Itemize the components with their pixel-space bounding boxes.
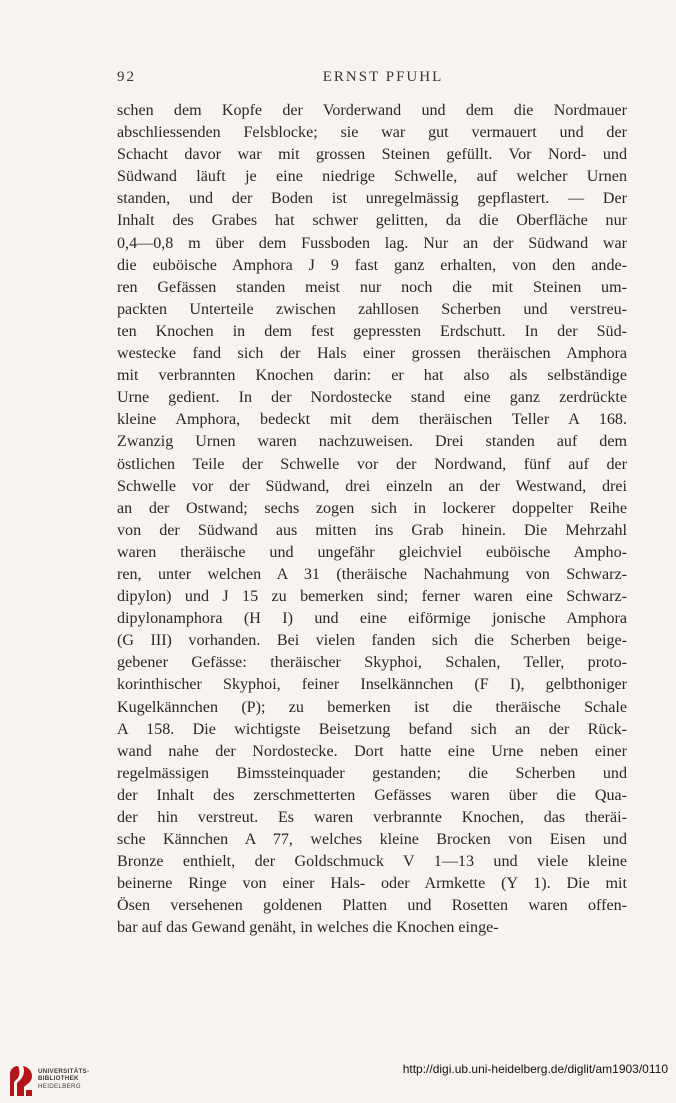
library-logo <box>8 1064 88 1100</box>
text-line: Ösen versehenen goldenen Platten und Rosetten waren offen- <box>117 897 627 915</box>
text-line: der hin verstreut. Es waren verbrannte Knochen, das theräi- <box>117 809 627 826</box>
text-line: (G III) vorhanden. Bei vielen fanden sich die Scherben beige- <box>117 632 627 650</box>
text-line: Zwanzig Urnen waren nachzuweisen. Drei standen auf dem <box>117 433 627 451</box>
text-line: beinerne Ringe von einer Hals- oder Armkette (Y 1). Die mit <box>117 875 627 893</box>
text-line: ren Gefässen standen meist nur noch die mit Steinen um- <box>117 278 627 296</box>
logo-line-2: BIBLIOTHEK <box>38 1075 79 1083</box>
page-number: 92 <box>117 69 136 85</box>
text-line: der Inhalt des zerschmetterten Gefässes waren über die Qua- <box>117 786 627 804</box>
text-line: Kugelkännchen (P); zu bemerken ist die theräische Schale <box>117 698 627 716</box>
text-line: Bronze enthielt, der Goldschmuck V 1—13 und viele kleine <box>117 853 627 871</box>
text-line: dipylon) und J 15 zu bemerken sind; ferner waren eine Schwarz- <box>117 588 627 606</box>
library-logo-icon <box>8 1064 34 1098</box>
text-line: Schacht davor war mit grossen Steinen gefüllt. Vor Nord- und <box>117 146 627 164</box>
text-line: waren theräische und ungefähr gleichviel euböische Ampho- <box>117 543 627 561</box>
text-line: schen dem Kopfe der Vorderwand und dem die Nordmauer <box>117 102 627 119</box>
text-line: ren, unter welchen A 31 (theräische Nachahmung von Schwarz- <box>117 565 627 583</box>
text-line: ten Knochen in dem fest gepressten Erdschutt. In der Süd- <box>117 322 627 340</box>
text-line: packten Unterteile zwischen zahllosen Scherben und verstreu- <box>117 300 627 318</box>
logo-line-1: UNIVERSITÄTS- <box>38 1068 90 1075</box>
text-line: mit verbrannten Knochen darin: er hat also als selbständige <box>117 367 627 385</box>
text-line: regelmässigen Bimssteinquader gestanden; die Scherben und <box>117 764 627 782</box>
text-line: gebener Gefässe: theräischer Skyphoi, Schalen, Teller, proto- <box>117 654 627 672</box>
text-line: Urne gedient. In der Nordostecke stand eine ganz zerdrückte <box>117 389 627 407</box>
text-line: Südwand läuft je eine niedrige Schwelle, auf welcher Urnen <box>117 168 627 186</box>
text-line: bar auf das Gewand genäht, in welches die Knochen einge- <box>117 919 499 937</box>
source-url[interactable]: http://digi.ub.uni-heidelberg.de/diglit/am1903/0110 <box>402 1062 668 1076</box>
text-line: kleine Amphora, bedeckt mit dem theräischen Teller A 168. <box>117 411 627 429</box>
text-line: A 158. Die wichtigste Beisetzung befand sich an der Rück- <box>117 720 627 738</box>
text-line: westecke fand sich der Hals einer grossen theräischen Amphora <box>117 345 627 363</box>
text-line: 0,4—0,8 m über dem Fussboden lag. Nur an der Südwand war <box>117 234 627 252</box>
text-line: abschliessenden Felsblocke; sie war gut vermauert und der <box>117 124 627 142</box>
body-text <box>117 100 627 940</box>
text-line: die euböische Amphora J 9 fast ganz erhalten, von den ande- <box>117 256 627 274</box>
running-head: ERNST PFUHL <box>322 69 444 85</box>
text-line: Schwelle vor der Südwand, drei einzeln an der Westwand, drei <box>117 477 627 495</box>
text-line: Inhalt des Grabes hat schwer gelitten, da die Oberfläche nur <box>117 212 627 230</box>
logo-line-3: HEIDELBERG <box>38 1082 81 1090</box>
text-line: an der Ostwand; sechs zogen sich in lockerer doppelter Reihe <box>117 499 627 517</box>
text-line: wand nahe der Nordostecke. Dort hatte eine Urne neben einer <box>117 742 627 760</box>
page-header <box>117 69 625 91</box>
text-line: standen, und der Boden ist unregelmässig gepflastert. — Der <box>117 190 627 208</box>
page-footer <box>0 1050 676 1103</box>
text-line: sche Kännchen A 77, welches kleine Brocken von Eisen und <box>117 831 627 849</box>
library-logo-text <box>38 1068 89 1090</box>
text-line: östlichen Teile der Schwelle vor der Nordwand, fünf auf der <box>117 455 627 473</box>
text-line: korinthischer Skyphoi, feiner Inselkännchen (F I), gelbthoniger <box>117 676 627 694</box>
text-line: dipylonamphora (H I) und eine eiförmige jonische Amphora <box>117 610 627 628</box>
text-line: von der Südwand aus mitten ins Grab hinein. Die Mehrzahl <box>117 521 627 539</box>
